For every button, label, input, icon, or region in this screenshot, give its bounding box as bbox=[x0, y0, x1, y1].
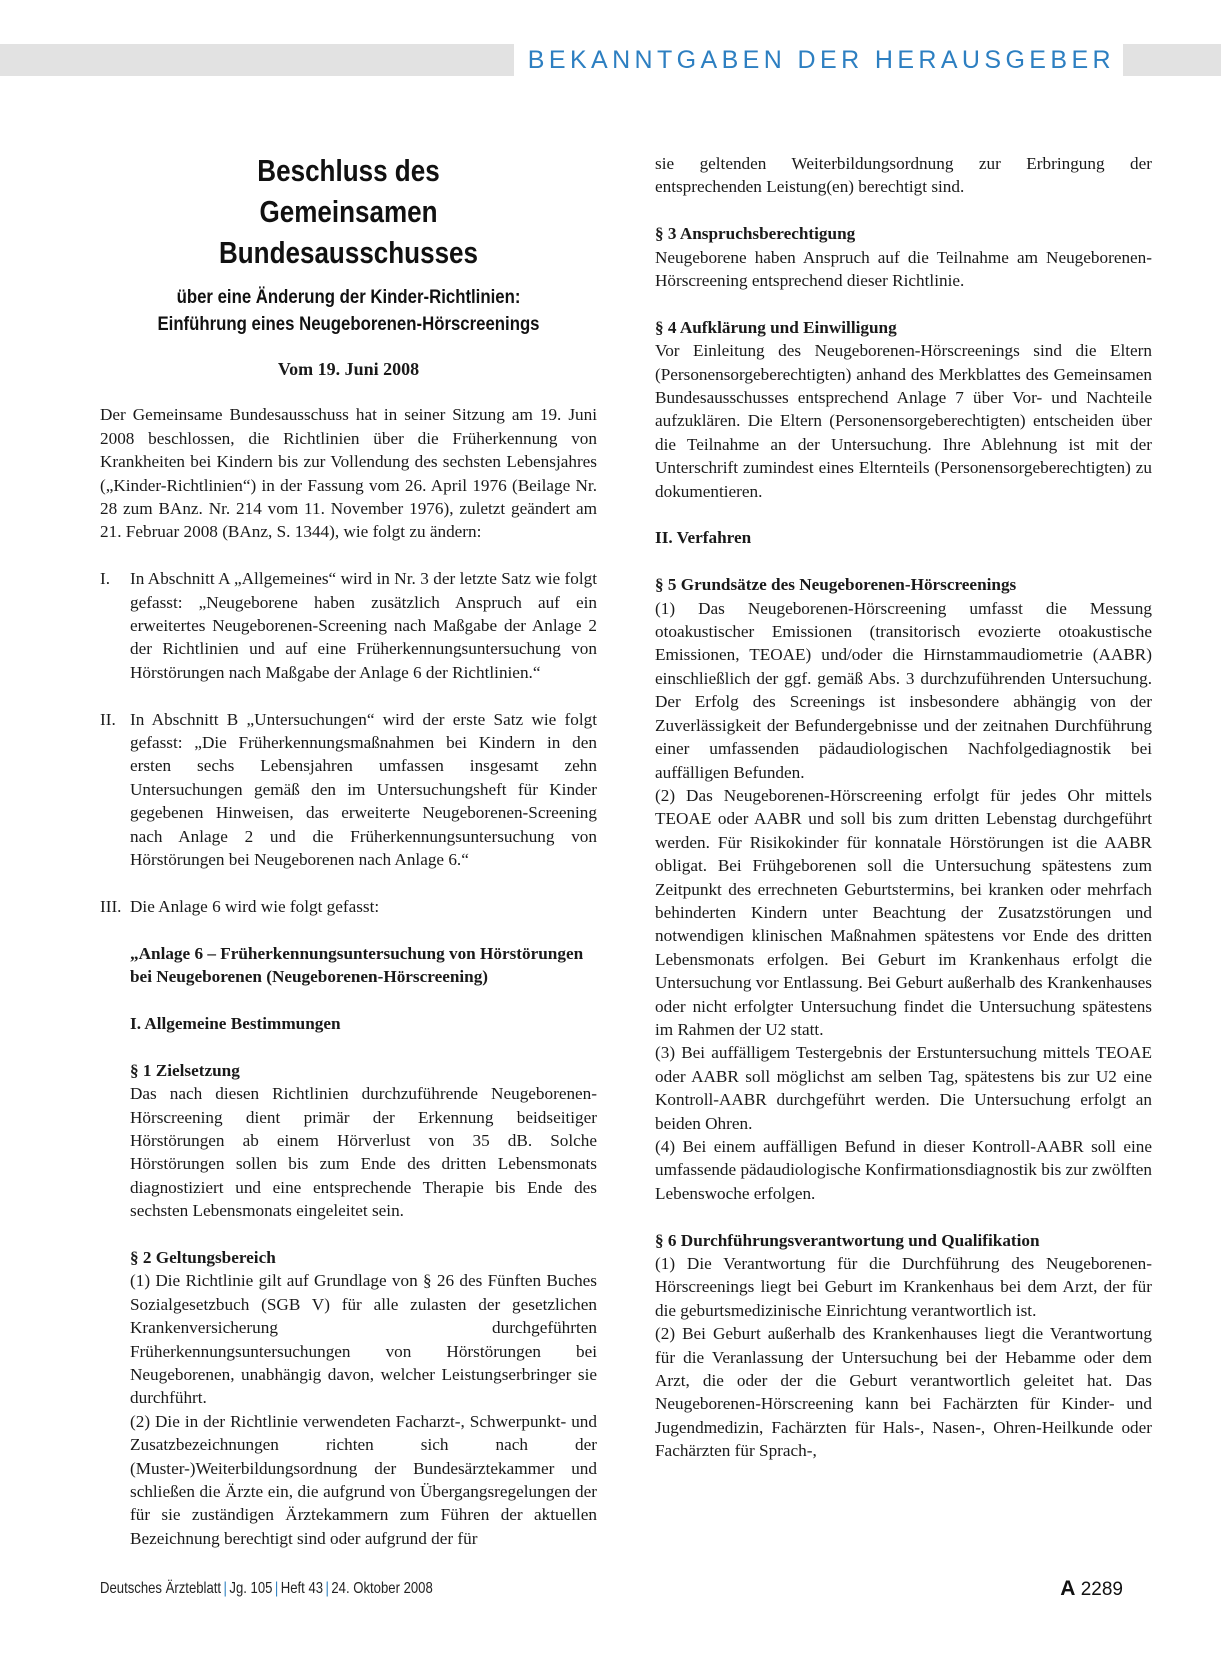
section1-heading: § 1 Zielsetzung bbox=[130, 1060, 240, 1080]
article-title-line1: Beschluss des bbox=[257, 153, 440, 188]
footer-issue: Heft 43 bbox=[280, 1580, 324, 1597]
list-item-text: Die Anlage 6 wird wie folgt gefasst: bbox=[130, 896, 380, 916]
section6-paragraph2: (2) Bei Geburt außerhalb des Krankenhauses liegt die Verantwortung für die Veranlassung der Untersuchung bei der Hebamme oder dem Arzt, die oder der die Geburt verantwortlich geleitet hat. Das Neugeborenen-Hörscreening kann bei Fachärzten für Kinder- und Jugendmedizin, Fachärzten für Hals-, Nasen-, Ohren-Heilkunde oder Fachärzten für Sprach-, bbox=[655, 1324, 1152, 1461]
footer-separator: | bbox=[223, 1580, 227, 1597]
continued-text: sie geltenden Weiterbildungsordnung zur Erbringung der entsprechenden Leistung(en) berechtigt sind. bbox=[655, 154, 1152, 197]
section1-text: Das nach diesen Richtlinien durchzuführende Neugeborenen-Hörscreening dient primär der Erkennung beidseitiger Hörstörungen ab einem Hörverlust von 35 dB. Solche Hörstörungen sollen bis zum Ende des dritten Lebensmonats diagnostiziert und eine entsprechende Therapie bis Ende des sechsten Lebensmonats eingeleitet sein. bbox=[130, 1084, 597, 1221]
intro-paragraph: Der Gemeinsame Bundesausschuss hat in seiner Sitzung am 19. Juni 2008 beschlossen, die Richtlinien über die Früherkennung von Krankheiten bei Kindern bis zur Vollendung des sechsten Lebensjahres („Kinder-Richtlinien“) in der Fassung vom 26. April 1976 (Beilage Nr. 28 zum BAnz. Nr. 214 vom 11. November 1976), zuletzt geändert am 21. Februar 2008 (BAnz, S. 1344), wie folgt zu ändern: bbox=[100, 405, 597, 542]
footer-volume: Jg. 105 bbox=[229, 1580, 273, 1597]
section3-heading: § 3 Anspruchsberechtigung bbox=[655, 224, 856, 244]
section5-paragraph2: (2) Das Neugeborenen-Hörscreening erfolgt für jedes Ohr mittels TEOAE oder AABR und soll bis zum dritten Lebenstag durchgeführt werden. Für Risikokinder für konnatale Hörstörungen ist die AABR obligat. Bei Frühgeborenen soll die Untersuchung spätestens zum Zeitpunkt des errechneten Geburtstermins, bei kranken oder mehrfach behinderten Kindern unter Beachtung der Zusatzstörungen und notwendigen klinischen Maßnahmen spätestens vor Ende des dritten Lebensmonats erfolgen. Bei Geburt im Krankenhaus erfolgt die Untersuchung vor Entlassung. Bei Geburt außerhalb des Krankenhauses oder nicht erfolgter Untersuchung findet die Untersuchung spätestens im Rahmen der U2 statt. bbox=[655, 785, 1152, 1039]
footer-citation bbox=[100, 1580, 433, 1598]
section5-paragraph1: (1) Das Neugeborenen-Hörscreening umfasst die Messung otoakustischer Emissionen (transitorisch evozierte otoakustische Emissionen, TEOAE) und/oder die Hirnstammaudiometrie (AABR) einschließlich der ggf. gemäß Abs. 3 durchzuführenden Untersuchung. Der Erfolg des Screenings ist insbesondere abhängig von der Zuverlässigkeit der Befundergebnisse und der zeitnahen Durchführung einer umfassenden pädaudiologischen Nachfolgediagnostik bei auffälligen Befunden. bbox=[655, 598, 1152, 782]
section4-heading: § 4 Aufklärung und Einwilligung bbox=[655, 317, 897, 337]
footer-journal: Deutsches Ärzteblatt bbox=[100, 1580, 222, 1597]
list-item-text: In Abschnitt B „Untersuchungen“ wird der erste Satz wie folgt gefasst: „Die Früherkennungsmaßnahmen bei Kindern in den ersten sechs Lebensjahren umfassen insgesamt zehn Untersuchungen gemäß den im Untersuchungsheft für Kinder gegebenen Hinweisen, das erweiterte Neugeborenen-Screening nach Anlage 2 und die Früherkennungsuntersuchung von Hörstörungen bei Neugeborenen nach Anlage 6.“ bbox=[130, 709, 597, 870]
list-item-number: III. bbox=[100, 896, 122, 916]
page-number-value: 2289 bbox=[1080, 1579, 1123, 1600]
section6-paragraph1: (1) Die Verantwortung für die Durchführung des Neugeborenen-Hörscreenings liegt bei Geburt im Krankenhaus bei dem Arzt, der für die geburtsmedizinische Einrichtung verantwortlich ist. bbox=[655, 1254, 1152, 1320]
list-item-number: I. bbox=[100, 569, 111, 589]
section6-heading: § 6 Durchführungsverantwortung und Qualifikation bbox=[655, 1230, 1040, 1250]
list-item bbox=[100, 895, 597, 918]
article-date: Vom 19. Juni 2008 bbox=[277, 359, 420, 379]
anlage-heading: „Anlage 6 – Früherkennungsuntersuchung von Hörstörungen bei Neugeborenen (Neugeborenen-Hörscreening) bbox=[130, 943, 584, 987]
section3-text: Neugeborene haben Anspruch auf die Teilnahme am Neugeborenen-Hörscreening entsprechend dieser Richtlinie. bbox=[655, 247, 1152, 291]
left-column bbox=[100, 150, 597, 1550]
list-item bbox=[100, 567, 597, 684]
section5-paragraph3: (3) Bei auffälligem Testergebnis der Erstuntersuchung mittels TEOAE oder AABR soll möglichst am selben Tag, spätestens bis zur U2 eine Kontroll-AABR durchgeführt werden. Die Untersuchung erfolgt an beiden Ohren. bbox=[655, 1043, 1152, 1133]
section4-text: Vor Einleitung des Neugeborenen-Hörscreenings sind die Eltern (Personensorgeberechtigten) anhand des Merkblattes des Gemeinsamen Bundesausschusses entsprechend Anlage 7 über Vor- und Nachteile aufzuklären. Die Eltern (Personensorgeberechtigten) entscheiden über die Teilnahme an der Untersuchung. Ihre Ablehnung ist mit der Unterschrift zumindest eines Elternteils (Personensorgeberechtigten) zu dokumentieren. bbox=[655, 341, 1152, 501]
article-subtitle-line1: über eine Änderung der Kinder-Richtlinien: bbox=[176, 286, 521, 308]
section-label: BEKANNTGABEN DER HERAUSGEBER bbox=[514, 44, 1123, 76]
section5-heading: § 5 Grundsätze des Neugeborenen-Hörscreenings bbox=[655, 575, 1017, 595]
section2-heading: § 2 Geltungsbereich bbox=[130, 1247, 276, 1267]
page-number bbox=[1060, 1577, 1123, 1601]
footer-separator: | bbox=[274, 1580, 279, 1597]
footer-separator: | bbox=[325, 1580, 329, 1597]
part2-heading: II. Verfahren bbox=[655, 528, 752, 548]
part1-heading: I. Allgemeine Bestimmungen bbox=[130, 1013, 341, 1033]
list-item-text: In Abschnitt A „Allgemeines“ wird in Nr. 3 der letzte Satz wie folgt gefasst: „Neugeborene haben zusätzlich Anspruch auf ein erweitertes Neugeborenen-Screening nach Maßgabe der Anlage 2 der Richtlinien und auf eine Früherkennungsuntersuchung von Hörstörungen nach Maßgabe der Anlage 6 der Richtlinien.“ bbox=[130, 569, 597, 682]
right-column bbox=[655, 152, 1152, 1463]
article-subtitle-line2: Einführung eines Neugeborenen-Hörscreenings bbox=[157, 313, 540, 335]
list-item-number: II. bbox=[100, 709, 116, 729]
section5-paragraph4: (4) Bei einem auffälligen Befund in dieser Kontroll-AABR soll eine umfassende pädaudiologische Konfirmationsdiagnostik bis zur zwölften Lebenswoche erfolgen. bbox=[655, 1137, 1152, 1203]
list-item bbox=[100, 708, 597, 872]
page-prefix: A bbox=[1060, 1577, 1076, 1600]
section2-paragraph1: (1) Die Richtlinie gilt auf Grundlage von § 26 des Fünften Buches Sozialgesetzbuch (SGB V) für alle zulasten der gesetzlichen Krankenversicherung durchgeführten Früherkennungsuntersuchungen von Hörstörungen bei Neugeborenen, unabhängig davon, welcher Leistungserbringer sie durchführt. bbox=[130, 1271, 597, 1408]
article-title-line2: Gemeinsamen Bundesausschusses bbox=[218, 194, 479, 270]
footer-date: 24. Oktober 2008 bbox=[331, 1580, 433, 1597]
section2-paragraph2: (2) Die in der Richtlinie verwendeten Facharzt-, Schwerpunkt- und Zusatzbezeichnungen richten sich nach der (Muster-)Weiterbildungsordnung der Bundesärztekammer und schließen die Ärzte ein, die aufgrund von Übergangsregelungen der für sie zuständigen Ärztekammern zum Führen der aktuellen Bezeichnung berechtigt sind oder aufgrund der für bbox=[130, 1411, 597, 1548]
